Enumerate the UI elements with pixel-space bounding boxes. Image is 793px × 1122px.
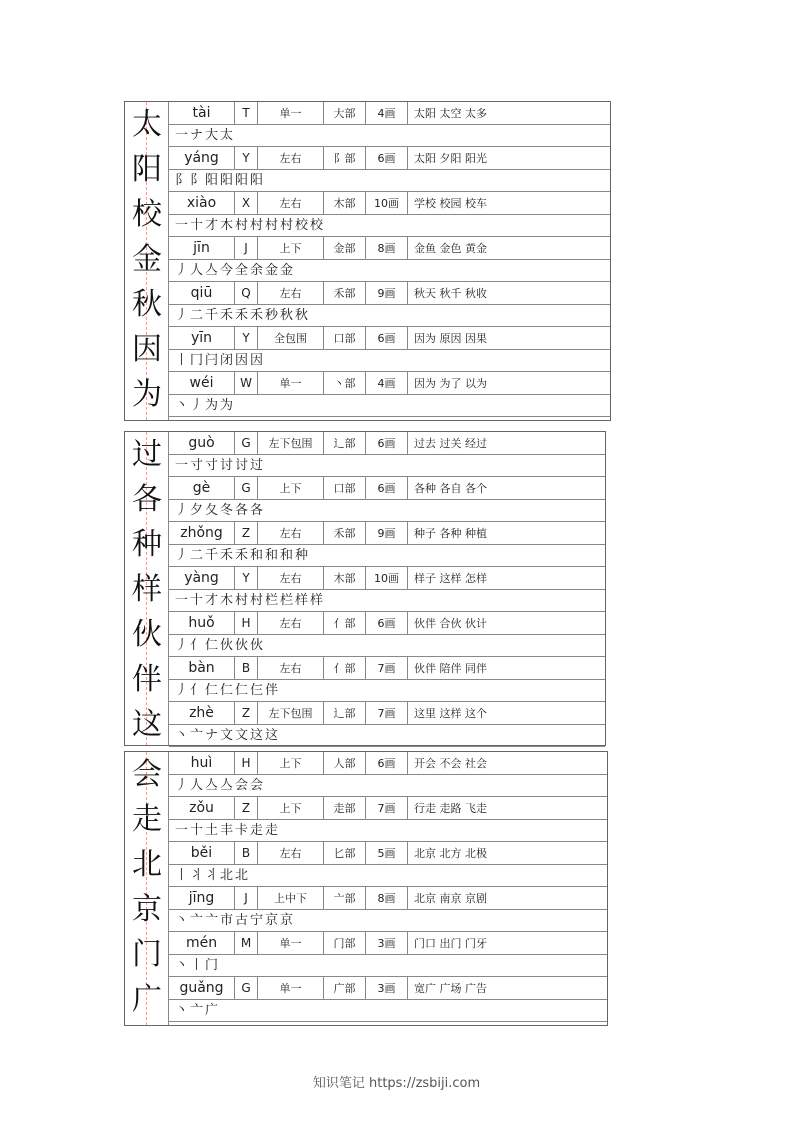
words-cell: 样子 这样 怎样 (414, 572, 487, 585)
stroke-order-row: 一ナ大太 (169, 125, 610, 147)
structure-cell: 左右 (258, 842, 324, 864)
stroke-order-row: 阝阝阳阳阳阳 (169, 170, 610, 192)
big-character: 阳 (132, 152, 162, 187)
words-cell: 太阳 夕阳 阳光 (414, 152, 487, 165)
character-info-row (169, 102, 610, 125)
stroke-order-row: 丿夕夂冬各各 (169, 500, 605, 522)
stroke-order-row: 丿亻仁伙伙伙 (169, 635, 605, 657)
stroke-count-cell: 4画 (366, 372, 408, 394)
radical-cell: 口部 (324, 477, 366, 499)
structure-cell: 左右 (258, 522, 324, 544)
stroke-order-row: 丿二千禾禾禾秒秋秋 (169, 305, 610, 327)
pinyin-cell: gè (169, 477, 235, 499)
pinyin-cell: xiào (169, 192, 235, 214)
stroke-order-row: 丿人亼亼会会 (169, 775, 607, 797)
initial-letter-cell: Y (235, 147, 258, 169)
pinyin-cell: běi (169, 842, 235, 864)
words-cell: 各种 各自 各个 (414, 482, 487, 495)
stroke-order-row: 一十土丰卡走走 (169, 820, 607, 842)
structure-cell: 左下包围 (258, 702, 324, 724)
big-character: 样 (132, 572, 162, 607)
character-info-row (169, 657, 605, 680)
stroke-count-cell: 7画 (366, 797, 408, 819)
radical-cell: 人部 (324, 752, 366, 774)
initial-letter-cell: H (235, 612, 258, 634)
stroke-count-cell: 8画 (366, 237, 408, 259)
radical-cell: 亠部 (324, 887, 366, 909)
initial-letter-cell: Z (235, 797, 258, 819)
stroke-order-row: 丨丬丬北北 (169, 865, 607, 887)
stroke-order-row: 丿人亼今全余金金 (169, 260, 610, 282)
structure-cell: 单一 (258, 102, 324, 124)
initial-letter-cell: Y (235, 567, 258, 589)
big-character: 走 (132, 802, 162, 837)
structure-cell: 单一 (258, 372, 324, 394)
stroke-order-row: 丿亻仁仁仁仨伴 (169, 680, 605, 702)
words-cell: 秋天 秋千 秋收 (414, 287, 487, 300)
words-cell: 金鱼 金色 黄金 (414, 242, 487, 255)
radical-cell: 木部 (324, 192, 366, 214)
big-character: 各 (132, 482, 162, 517)
pinyin-cell: zǒu (169, 797, 235, 819)
structure-cell: 左右 (258, 192, 324, 214)
radical-cell: 广部 (324, 977, 366, 999)
initial-letter-cell: Y (235, 327, 258, 349)
radical-cell: 走部 (324, 797, 366, 819)
pinyin-cell: jīn (169, 237, 235, 259)
stroke-count-cell: 5画 (366, 842, 408, 864)
words-cell: 行走 走路 飞走 (414, 802, 487, 815)
big-character: 门 (132, 937, 162, 972)
big-character: 伙 (132, 617, 162, 652)
initial-letter-cell: J (235, 237, 258, 259)
big-character: 伴 (132, 662, 162, 697)
structure-cell: 左下包围 (258, 432, 324, 454)
initial-letter-cell: G (235, 432, 258, 454)
stroke-count-cell: 6画 (366, 147, 408, 169)
character-block (124, 101, 611, 421)
character-info-row (169, 282, 610, 305)
stroke-count-cell: 3画 (366, 932, 408, 954)
words-cell: 门口 出门 门牙 (414, 937, 487, 950)
big-character: 为 (132, 377, 162, 412)
stroke-order-row: 丶亠亠市古宁京京 (169, 910, 607, 932)
big-character: 京 (132, 892, 162, 927)
stroke-order-row: 丶亠广 (169, 1000, 607, 1022)
big-character: 广 (132, 982, 162, 1017)
words-cell: 种子 各种 种植 (414, 527, 487, 540)
initial-letter-cell: Z (235, 522, 258, 544)
character-info-row (169, 932, 607, 955)
structure-cell: 上下 (258, 752, 324, 774)
structure-cell: 左右 (258, 147, 324, 169)
initial-letter-cell: G (235, 977, 258, 999)
radical-cell: 金部 (324, 237, 366, 259)
initial-letter-cell: B (235, 657, 258, 679)
character-info-row (169, 752, 607, 775)
words-cell: 因为 为了 以为 (414, 377, 487, 390)
stroke-count-cell: 8画 (366, 887, 408, 909)
big-character: 太 (132, 107, 162, 142)
character-info-row (169, 977, 607, 1000)
footer-watermark: 知识笔记 https://zsbiji.com (312, 1076, 481, 1091)
radical-cell: 匕部 (324, 842, 366, 864)
radical-cell: 禾部 (324, 522, 366, 544)
initial-letter-cell: X (235, 192, 258, 214)
structure-cell: 单一 (258, 977, 324, 999)
big-character: 秋 (132, 287, 162, 322)
stroke-order-row: 丿二千禾禾和和和种 (169, 545, 605, 567)
pinyin-cell: bàn (169, 657, 235, 679)
pinyin-cell: wéi (169, 372, 235, 394)
radical-cell: 亻部 (324, 657, 366, 679)
character-info-row (169, 612, 605, 635)
words-cell: 开会 不会 社会 (414, 757, 487, 770)
radical-cell: 丶部 (324, 372, 366, 394)
character-info-row (169, 842, 607, 865)
pinyin-cell: guǎng (169, 977, 235, 999)
initial-letter-cell: Z (235, 702, 258, 724)
radical-cell: 辶部 (324, 702, 366, 724)
character-block (124, 751, 608, 1026)
pinyin-cell: jīng (169, 887, 235, 909)
structure-cell: 上中下 (258, 887, 324, 909)
stroke-count-cell: 6画 (366, 612, 408, 634)
stroke-order-row: 一十才木村村栏栏样样 (169, 590, 605, 612)
pinyin-cell: huì (169, 752, 235, 774)
pinyin-cell: yàng (169, 567, 235, 589)
character-info-row (169, 567, 605, 590)
pinyin-cell: yīn (169, 327, 235, 349)
big-character: 校 (132, 197, 162, 232)
radical-cell: 口部 (324, 327, 366, 349)
initial-letter-cell: H (235, 752, 258, 774)
big-character: 北 (132, 847, 162, 882)
structure-cell: 单一 (258, 932, 324, 954)
words-cell: 学校 校园 校车 (414, 197, 487, 210)
stroke-count-cell: 9画 (366, 522, 408, 544)
stroke-order-row: 丶丨门 (169, 955, 607, 977)
radical-cell: 亻部 (324, 612, 366, 634)
character-info-row (169, 887, 607, 910)
structure-cell: 左右 (258, 567, 324, 589)
initial-letter-cell: G (235, 477, 258, 499)
character-info-row (169, 797, 607, 820)
words-cell: 伙伴 陪伴 同伴 (414, 662, 487, 675)
pinyin-cell: zhè (169, 702, 235, 724)
pinyin-cell: guò (169, 432, 235, 454)
structure-cell: 全包围 (258, 327, 324, 349)
structure-cell: 上下 (258, 237, 324, 259)
radical-cell: 辶部 (324, 432, 366, 454)
structure-cell: 上下 (258, 477, 324, 499)
radical-cell: 木部 (324, 567, 366, 589)
words-cell: 伙伴 合伙 伙计 (414, 617, 487, 630)
pinyin-cell: tài (169, 102, 235, 124)
pinyin-cell: yáng (169, 147, 235, 169)
initial-letter-cell: J (235, 887, 258, 909)
structure-cell: 左右 (258, 282, 324, 304)
stroke-count-cell: 6画 (366, 752, 408, 774)
character-info-row (169, 327, 610, 350)
initial-letter-cell: B (235, 842, 258, 864)
radical-cell: 阝部 (324, 147, 366, 169)
stroke-count-cell: 6画 (366, 327, 408, 349)
stroke-count-cell: 10画 (366, 567, 408, 589)
initial-letter-cell: T (235, 102, 258, 124)
words-cell: 北京 北方 北极 (414, 847, 487, 860)
radical-cell: 门部 (324, 932, 366, 954)
stroke-count-cell: 9画 (366, 282, 408, 304)
character-info-row (169, 522, 605, 545)
stroke-count-cell: 10画 (366, 192, 408, 214)
stroke-order-row: 一十才木村村村村校校 (169, 215, 610, 237)
stroke-count-cell: 4画 (366, 102, 408, 124)
radical-cell: 大部 (324, 102, 366, 124)
words-cell: 太阳 太空 太多 (414, 107, 487, 120)
pinyin-cell: zhǒng (169, 522, 235, 544)
stroke-count-cell: 7画 (366, 702, 408, 724)
structure-cell: 左右 (258, 612, 324, 634)
big-character: 会 (132, 757, 162, 792)
initial-letter-cell: M (235, 932, 258, 954)
words-cell: 因为 原因 因果 (414, 332, 487, 345)
words-cell: 宽广 广场 广告 (414, 982, 487, 995)
words-cell: 这里 这样 这个 (414, 707, 487, 720)
radical-cell: 禾部 (324, 282, 366, 304)
stroke-count-cell: 7画 (366, 657, 408, 679)
stroke-order-row: 丶亠ナ文文这这 (169, 725, 605, 747)
big-character: 因 (132, 332, 162, 367)
words-cell: 过去 过关 经过 (414, 437, 487, 450)
character-info-row (169, 477, 605, 500)
initial-letter-cell: W (235, 372, 258, 394)
big-character: 过 (132, 437, 162, 472)
big-character: 金 (132, 242, 162, 277)
character-info-row (169, 702, 605, 725)
stroke-count-cell: 6画 (366, 477, 408, 499)
character-info-row (169, 147, 610, 170)
character-block (124, 431, 606, 746)
stroke-count-cell: 6画 (366, 432, 408, 454)
pinyin-cell: qiū (169, 282, 235, 304)
stroke-order-row: 丨冂闩闭因因 (169, 350, 610, 372)
pinyin-cell: huǒ (169, 612, 235, 634)
structure-cell: 左右 (258, 657, 324, 679)
character-info-row (169, 432, 605, 455)
words-cell: 北京 南京 京剧 (414, 892, 487, 905)
structure-cell: 上下 (258, 797, 324, 819)
character-info-row (169, 192, 610, 215)
stroke-order-row: 一寸寸讨讨过 (169, 455, 605, 477)
stroke-order-row: 丶丿为为 (169, 395, 610, 417)
character-info-row (169, 237, 610, 260)
character-info-row (169, 372, 610, 395)
big-character: 种 (132, 527, 162, 562)
stroke-count-cell: 3画 (366, 977, 408, 999)
pinyin-cell: mén (169, 932, 235, 954)
initial-letter-cell: Q (235, 282, 258, 304)
big-character: 这 (132, 707, 162, 742)
